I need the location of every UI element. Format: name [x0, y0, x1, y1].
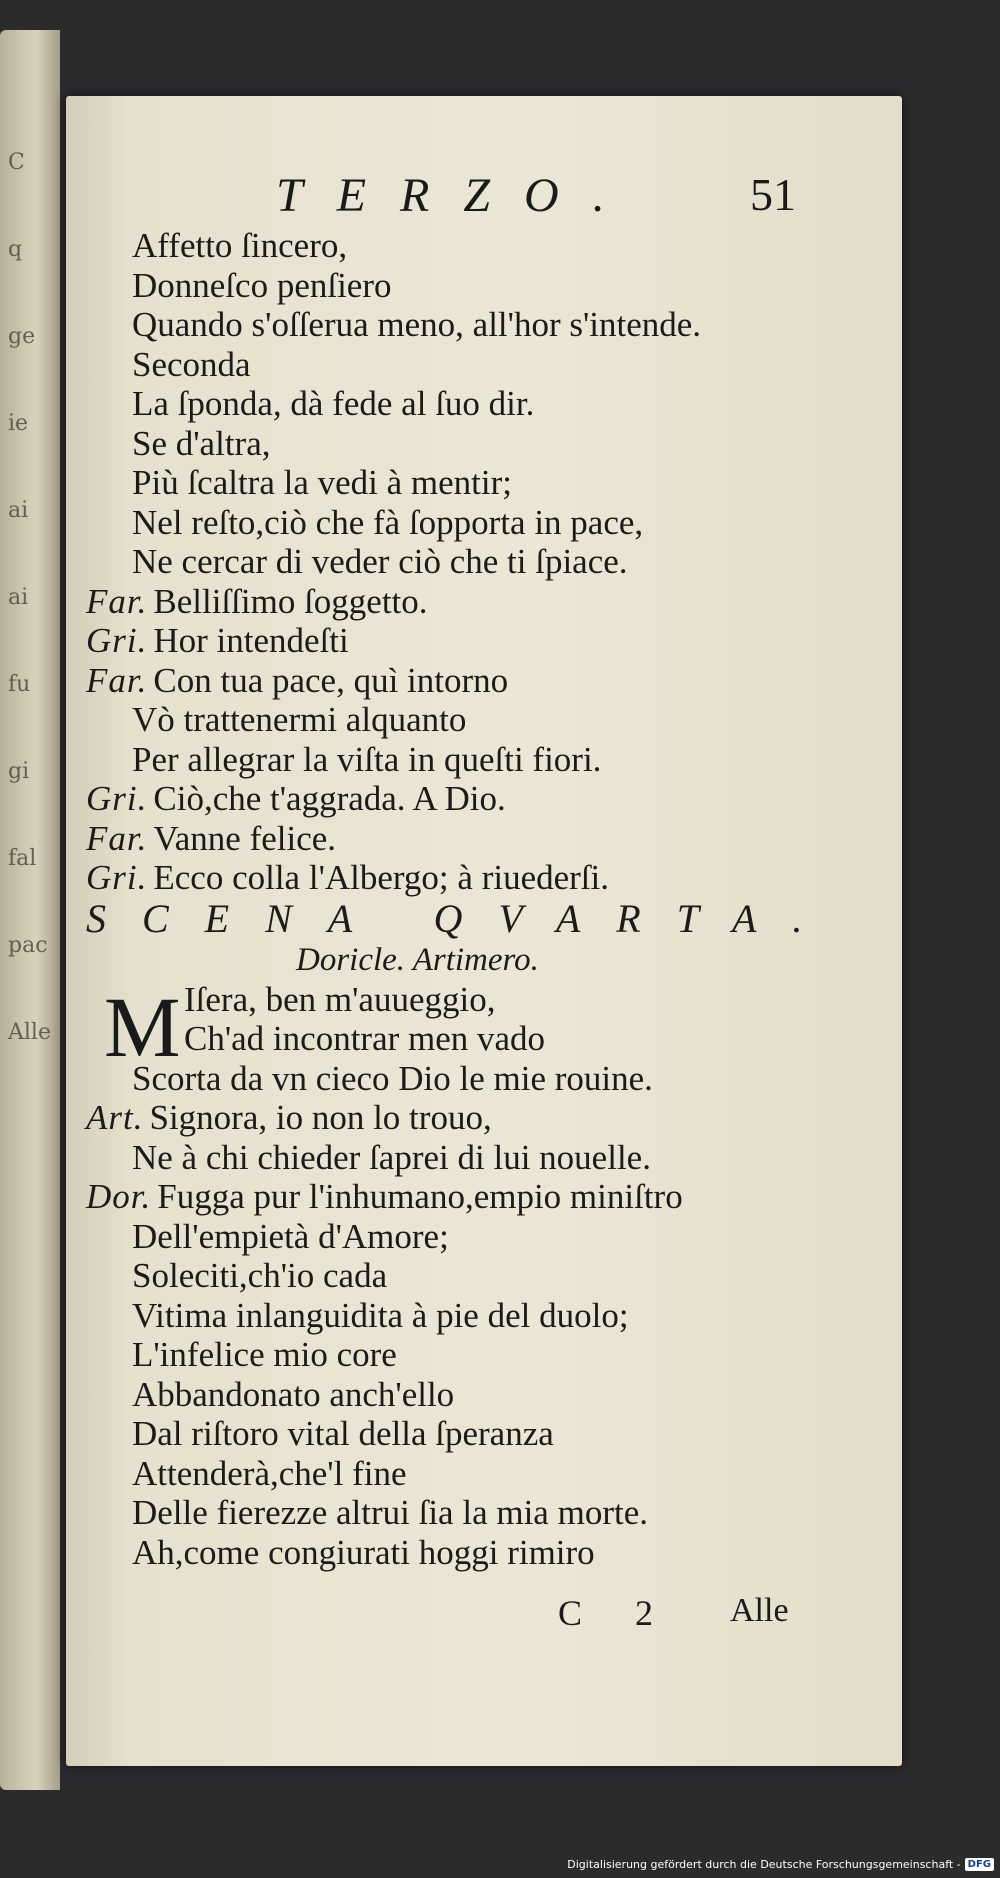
verse-line [86, 700, 886, 740]
drop-capital: M [104, 978, 181, 1075]
book-page [66, 96, 902, 1766]
speaker-label: Gri. [86, 858, 148, 897]
facing-page-fragment: C [8, 150, 25, 175]
verse-line [86, 1493, 886, 1533]
dropcap-line-text: Ch'ad incontrar men vado [184, 1019, 546, 1058]
line-text: Attenderà,che'l fine [132, 1453, 407, 1493]
facing-page-fragment: Alle [8, 1020, 51, 1045]
running-title: TERZO. [276, 169, 639, 222]
line-text: Ah,come congiurati hoggi rimiro [132, 1532, 595, 1572]
line-text: Quando s'oſſerua meno, all'hor s'intende. [132, 305, 702, 344]
verse-line [86, 1375, 886, 1415]
line-text: Ciò,che t'aggrada. A Dio. [153, 779, 506, 818]
facing-page-fragment: gi [8, 759, 30, 784]
verse-line [86, 582, 886, 622]
verse-line [86, 503, 886, 543]
line-text: La ſponda, dà fede al ſuo dir. [132, 384, 535, 423]
verse-line [86, 305, 886, 345]
page-header [66, 168, 902, 228]
verse-line [86, 858, 886, 898]
text-block [86, 226, 886, 1572]
verse-line [86, 266, 886, 306]
verse-line [86, 1335, 886, 1375]
speaker-label: Far. [86, 660, 148, 700]
facing-page-fragment: ai [8, 585, 29, 610]
line-text: Vanne felice. [153, 818, 337, 858]
verse-line [86, 621, 886, 661]
facing-page-fragment: ai [8, 498, 29, 523]
line-text: Dal riſtoro vital della ſperanza [132, 1414, 554, 1453]
verse-line [86, 1414, 886, 1454]
verse-line [86, 1217, 886, 1257]
line-text: Più ſcaltra la vedi à mentir; [132, 463, 513, 502]
line-text: Hor intendeſti [153, 621, 349, 660]
dfg-logo-icon: DFG [965, 1858, 994, 1871]
verse-line [86, 740, 886, 780]
line-text: Ne cercar di veder ciò che ti ſpiace. [132, 542, 628, 581]
signature-mark: C 2 [558, 1593, 676, 1633]
line-text: Delle fierezze altrui ſia la mia morte. [132, 1493, 648, 1532]
line-text: Scorta da vn cieco Dio le mie rouine. [132, 1058, 653, 1098]
line-text: Affetto ſincero, [132, 226, 348, 265]
line-text: Ne à chi chieder ſaprei di lui nouelle. [132, 1137, 651, 1177]
speaker-label: Gri. [86, 621, 148, 660]
line-text: Per allegrar la viſta in queſti fiori. [132, 739, 602, 779]
verse-line [86, 1059, 886, 1099]
verse-line [86, 226, 886, 266]
catchword: Alle [730, 1592, 789, 1629]
verse-line [86, 542, 886, 582]
credit-text: Digitalisierung gefördert durch die Deutsche Forschungsgemeinschaft - [567, 1857, 961, 1871]
verse-line [86, 819, 886, 859]
line-text: Ecco colla l'Albergo; à riuederſi. [153, 858, 609, 897]
verse-line [86, 424, 886, 464]
dropcap-line-2 [86, 1019, 886, 1059]
scene-characters: Doricle. Artimero. [296, 941, 539, 978]
facing-page-marks [8, 150, 52, 1107]
verse-line [86, 384, 886, 424]
facing-page-edge [0, 30, 60, 1790]
speaker-label: Gri. [86, 779, 148, 818]
page-footer [66, 1592, 902, 1636]
facing-page-fragment: q [8, 237, 23, 262]
digitization-credit [567, 1854, 994, 1874]
line-text: Se d'altra, [132, 423, 271, 463]
facing-page-fragment: ie [8, 411, 29, 436]
scene-title: SCENA QVARTA. [86, 895, 839, 941]
line-text: Dell'empietà d'Amore; [132, 1216, 449, 1256]
verse-line [86, 1533, 886, 1573]
speaker-label: Far. [86, 818, 148, 858]
verse-line [86, 1296, 886, 1336]
line-text: Fugga pur l'inhumano,empio miniſtro [157, 1177, 683, 1216]
page-number: 51 [750, 169, 796, 220]
dropcap-line-text: Iſera, ben m'auueggio, [184, 979, 496, 1019]
line-text: Seconda [132, 344, 251, 384]
line-text: Vò trattenermi alquanto [132, 700, 467, 739]
verse-line [86, 661, 886, 701]
verse-line [86, 1177, 886, 1217]
facing-page-fragment: fu [8, 672, 31, 697]
line-text: Vitima inlanguidita à pie del duolo; [132, 1295, 629, 1335]
line-text: Soleciti,ch'io cada [132, 1256, 388, 1295]
verse-line [86, 1138, 886, 1178]
line-text: L'infelice mio core [132, 1335, 397, 1374]
line-text: Abbandonato anch'ello [132, 1374, 455, 1414]
verse-line [86, 1256, 886, 1296]
verse-line [86, 345, 886, 385]
verse-lines-top [86, 226, 886, 898]
line-text: Signora, io non lo trouo, [149, 1098, 492, 1137]
line-text: Belliſſimo ſoggetto. [153, 581, 428, 621]
speaker-label: Dor. [86, 1177, 152, 1216]
line-text: Donneſco penſiero [132, 265, 392, 305]
facing-page-fragment: ge [8, 324, 36, 349]
verse-line [86, 463, 886, 503]
verse-line [86, 1454, 886, 1494]
facing-page-fragment: fal [8, 846, 37, 871]
verse-line [86, 1098, 886, 1138]
line-text: Nel reſto,ciò che fà ſopporta in pace, [132, 502, 644, 542]
speaker-label: Art. [86, 1098, 144, 1137]
speaker-label: Far. [86, 581, 148, 621]
facing-page-fragment: pac [8, 933, 48, 958]
verse-lines-bottom [86, 1059, 886, 1573]
verse-line [86, 779, 886, 819]
line-text: Con tua pace, quì intorno [153, 660, 509, 700]
